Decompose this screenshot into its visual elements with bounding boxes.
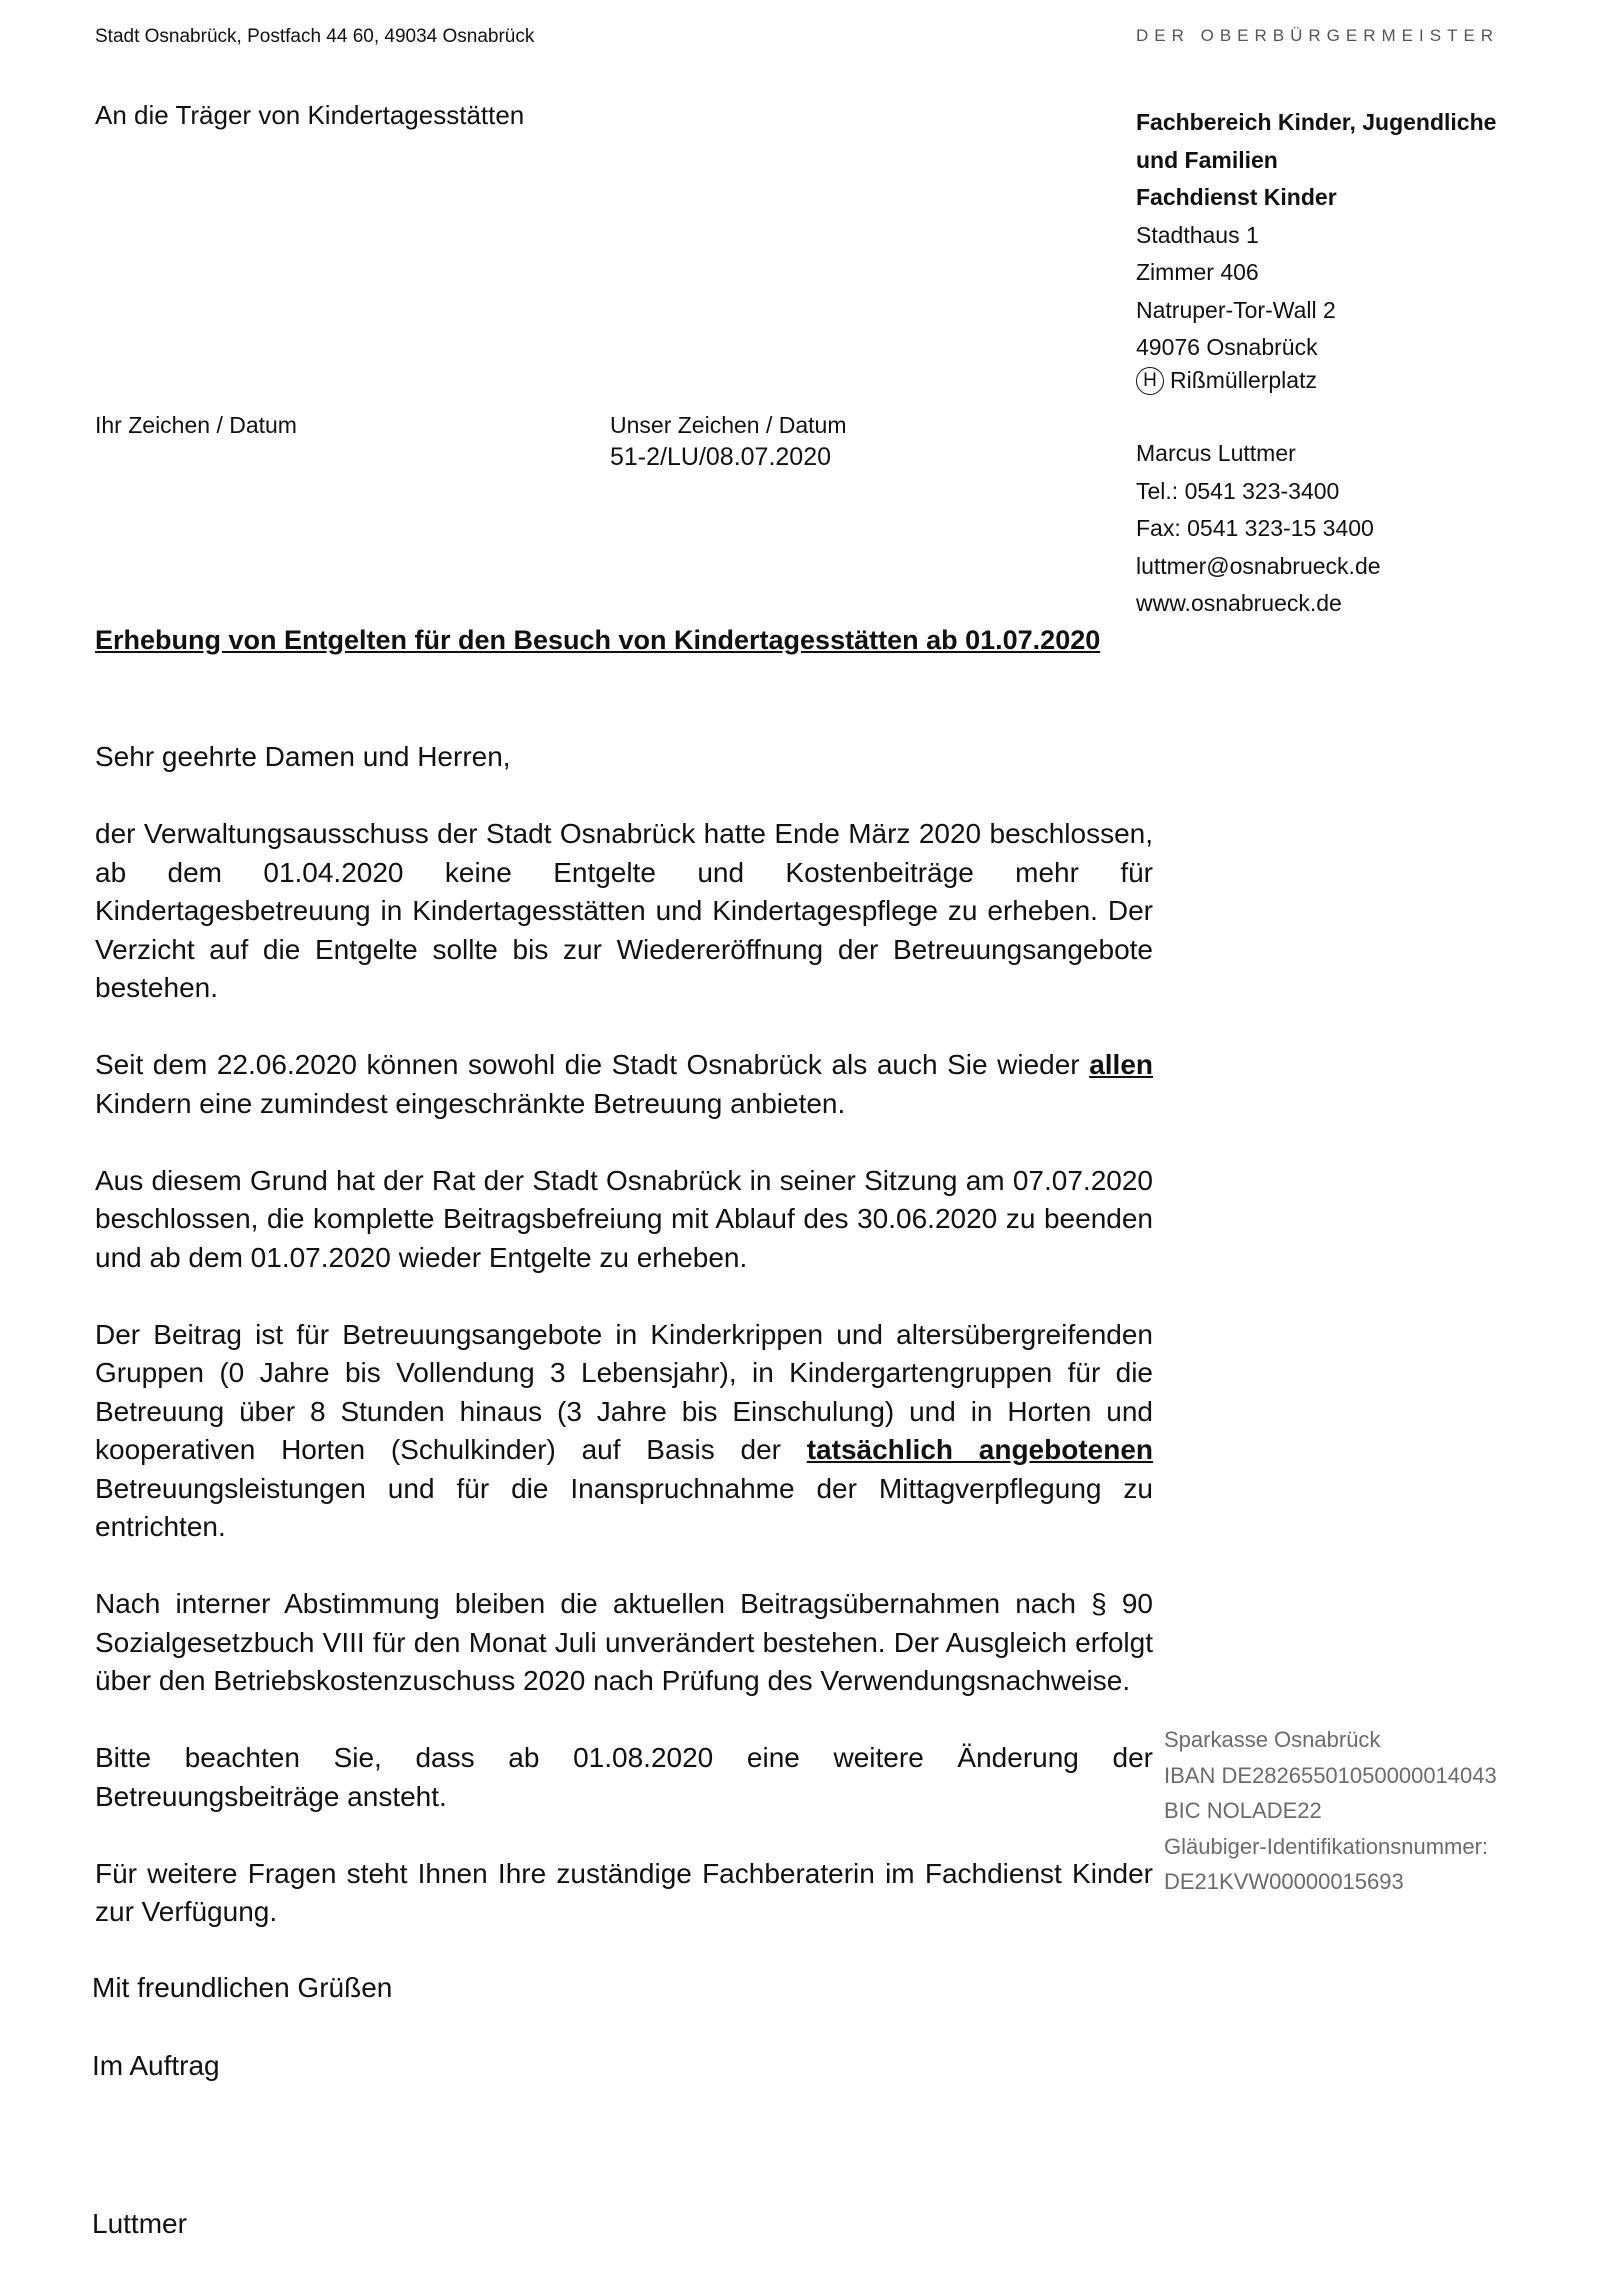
paragraph-2-emphasis: allen	[1089, 1049, 1153, 1080]
contact-fax: Fax: 0541 323-15 3400	[1136, 515, 1374, 541]
closing-order: Im Auftrag	[92, 2050, 220, 2081]
paragraph-4-text-a: Der Beitrag ist für Betreuungsangebote in Kinderkrippen und altersübergreifenden Gruppen (0 Jahre bis Vollendung 3 Lebensjahr), in Kindergartengruppen für die Betreuung über 8 Stunden hinaus (3 Jahre bis Einschulung) und in Horten und kooperativen Horten (Schulkinder) auf Basis der	[95, 1318, 1153, 1465]
paragraph-7: Für weitere Fragen steht Ihnen Ihre zuständige Fachberaterin im Fachdienst Kinder zur Verfügung.	[95, 1857, 1153, 1927]
bank-iban: IBAN DE28265501050000014043	[1164, 1762, 1497, 1788]
contact-phone: Tel.: 0541 323-3400	[1136, 477, 1340, 504]
paragraph-2-text-a: Seit dem 22.06.2020 können sowohl die Stadt Osnabrück als auch Sie wieder	[95, 1049, 1090, 1080]
salutation: Sehr geehrte Damen und Herren,	[95, 741, 511, 772]
department-building: Stadthaus 1	[1136, 221, 1259, 248]
contact-email: luttmer@osnabrueck.de	[1136, 552, 1381, 579]
paragraph-2-text-b: Kindern eine zumindest eingeschränkte Betreuung anbieten.	[95, 1087, 846, 1119]
creditor-id: DE21KVW00000015693	[1164, 1869, 1404, 1894]
paragraph-6: Bitte beachten Sie, dass ab 01.08.2020 eine weitere Änderung der Betreuungsbeiträge ansteht.	[95, 1742, 1153, 1812]
department-block	[1136, 104, 1556, 395]
bus-stop-icon: H	[1136, 367, 1164, 395]
paragraph-4-text-b: Betreuungsleistungen und für die Inanspruchnahme der Mittagverpflegung zu entrichten.	[95, 1472, 1153, 1542]
paragraph-4	[95, 1316, 1153, 1547]
office-heading: DER OBERBÜRGERMEISTER	[1136, 26, 1500, 45]
department-line-1: Fachbereich Kinder, Jugendliche	[1136, 109, 1497, 135]
closing-greeting: Mit freundlichen Grüßen	[92, 1972, 393, 2003]
department-line-3: Fachdienst Kinder	[1136, 184, 1337, 210]
department-line-2: und Familien	[1136, 146, 1278, 173]
department-city: 49076 Osnabrück	[1136, 334, 1318, 360]
contact-name: Marcus Luttmer	[1136, 440, 1296, 466]
contact-website: www.osnabrueck.de	[1136, 590, 1342, 616]
bank-bic: BIC NOLADE22	[1164, 1798, 1322, 1823]
paragraph-2	[95, 1046, 1153, 1123]
sender-return-address: Stadt Osnabrück, Postfach 44 60, 49034 Osnabrück	[95, 26, 535, 47]
bus-stop	[1136, 367, 1556, 396]
paragraph-1: der Verwaltungsausschuss der Stadt Osnabrück hatte Ende März 2020 beschlossen, ab dem 01.04.2020 keine Entgelte und Kostenbeiträge mehr für Kindertagesbetreuung in Kindertagesstätten und Kindertagespflege zu erheben. Der Verzicht auf die Entgelte sollte bis zur Wiedereröffnung der Betreuungsangebote bestehen.	[95, 818, 1153, 1003]
contact-block	[1136, 435, 1556, 623]
recipient-address: An die Träger von Kindertagesstätten	[95, 100, 525, 130]
paragraph-3: Aus diesem Grund hat der Rat der Stadt Osnabrück in seiner Sitzung am 07.07.2020 beschlossen, die komplette Beitragsbefreiung mit Ablauf des 30.06.2020 zu beenden und ab dem 01.07.2020 wieder Entgelte zu erheben.	[95, 1164, 1153, 1273]
letter-body	[95, 738, 1153, 1970]
your-reference-label: Ihr Zeichen / Datum	[95, 412, 297, 438]
bank-details	[1164, 1722, 1584, 1900]
department-room: Zimmer 406	[1136, 259, 1259, 285]
our-reference-label: Unser Zeichen / Datum	[610, 412, 847, 438]
our-reference-value: 51-2/LU/08.07.2020	[610, 443, 832, 471]
bus-stop-name: Rißmüllerplatz	[1170, 366, 1317, 393]
signature-name: Luttmer	[92, 2208, 187, 2239]
letter-subject: Erhebung von Entgelten für den Besuch von Kindertagesstätten ab 01.07.2020	[95, 625, 1101, 655]
paragraph-4-emphasis: tatsächlich angebotenen	[806, 1434, 1154, 1465]
paragraph-5: Nach interner Abstimmung bleiben die aktuellen Beitragsübernahmen nach § 90 Sozialgesetzbuch VIII für den Monat Juli unverändert bestehen. Der Ausgleich erfolgt über den Betriebskostenzuschuss 2020 nach Prüfung des Verwendungsnachweise.	[95, 1588, 1153, 1696]
creditor-id-label: Gläubiger-Identifikationsnummer:	[1164, 1833, 1489, 1859]
bank-name: Sparkasse Osnabrück	[1164, 1727, 1381, 1752]
department-street: Natruper-Tor-Wall 2	[1136, 296, 1336, 323]
